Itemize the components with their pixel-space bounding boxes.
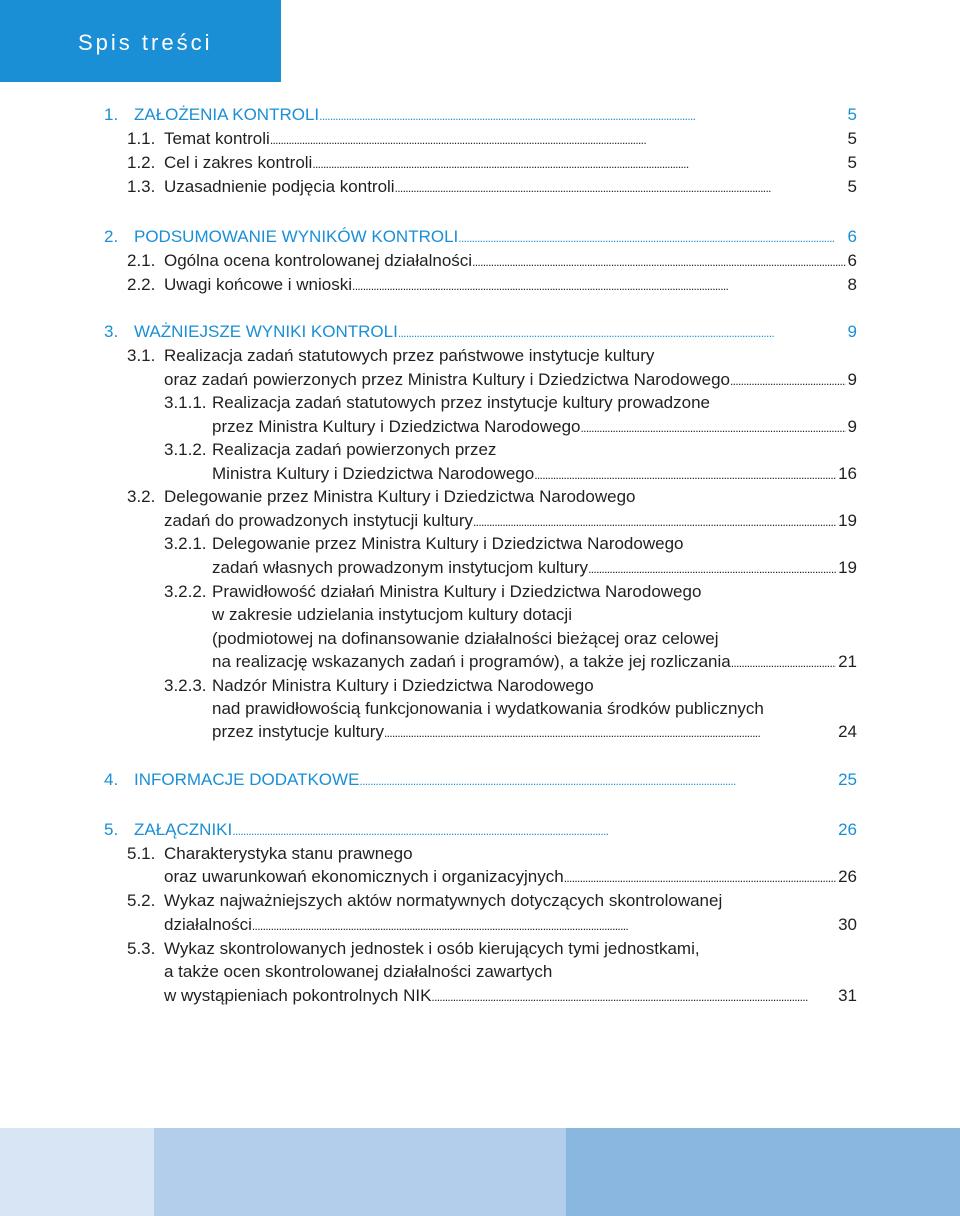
toc-page-number: 21 [838, 652, 857, 671]
toc-dot-leader [588, 556, 836, 581]
toc-page-number: 9 [847, 322, 857, 341]
toc-entry-title: Realizacja zadań statutowych przez państwowe instytucje kultury [164, 346, 655, 365]
toc-entry[interactable] [0, 889, 960, 913]
toc-page-number: 6 [847, 227, 857, 246]
toc-entry-title: PODSUMOWANIE WYNIKÓW KONTROLI [134, 227, 459, 246]
toc-entry[interactable] [0, 697, 960, 721]
toc-entry-number: 1.2. [127, 153, 156, 172]
toc-entry[interactable] [0, 627, 960, 651]
toc-entry[interactable] [0, 937, 960, 961]
toc-entry-number: 3.1. [127, 346, 156, 365]
toc-entry-title: oraz zadań powierzonych przez Ministra Kultury i Dziedzictwa Narodowego [164, 370, 730, 389]
toc-entry-number: 5.3. [127, 939, 156, 958]
toc-entry-title: Delegowanie przez Ministra Kultury i Dziedzictwa Narodowego [164, 487, 636, 506]
header-banner [0, 0, 281, 82]
toc-dot-leader [431, 984, 836, 1009]
toc-entry-number: 3.2.1. [164, 534, 207, 553]
toc-entry-title: Uwagi końcowe i wnioski [164, 275, 353, 294]
toc-page-number: 9 [847, 417, 857, 436]
toc-page-number: 31 [838, 986, 857, 1005]
toc-dot-leader [534, 462, 836, 487]
toc-entry-title: zadań do prowadzonych instytucji kultury [164, 511, 473, 530]
toc-entry[interactable] [0, 603, 960, 627]
toc-entry[interactable] [0, 438, 960, 462]
toc-entry-title: ZAŁOŻENIA KONTROLI [134, 105, 320, 124]
toc-entry[interactable] [0, 151, 960, 175]
toc-entry[interactable] [0, 344, 960, 368]
toc-page-number: 6 [847, 251, 857, 270]
toc-entry[interactable] [0, 865, 960, 889]
toc-entry[interactable] [0, 415, 960, 439]
toc-entry[interactable] [0, 273, 960, 297]
toc-entry-title: ZAŁĄCZNIKI [134, 820, 233, 839]
toc-entry-title: Ogólna ocena kontrolowanej działalności [164, 251, 473, 270]
toc-page-number: 5 [847, 177, 857, 196]
toc-page-number: 24 [838, 722, 857, 741]
toc-entry-title: przez instytucje kultury [212, 722, 384, 741]
toc-entry-title: zadań własnych prowadzonym instytucjom kultury [212, 558, 589, 577]
toc-dot-leader [473, 509, 836, 534]
toc-entry[interactable] [0, 650, 960, 674]
toc-entry-number: 3.1.2. [164, 440, 207, 459]
toc-entry[interactable] [0, 842, 960, 866]
toc-entry[interactable] [0, 818, 960, 842]
footer-band-mid [154, 1128, 566, 1216]
toc-dot-leader [398, 320, 846, 345]
toc-entry-number: 2.2. [127, 275, 156, 294]
toc-entry[interactable] [0, 984, 960, 1008]
toc-entry[interactable] [0, 532, 960, 556]
toc-entry[interactable] [0, 556, 960, 580]
toc-entry-title: a także ocen skontrolowanej działalności zawartych [164, 962, 553, 981]
toc-entry-number: 3.2.3. [164, 676, 207, 695]
toc-entry-number: 5. [104, 820, 119, 839]
toc-entry[interactable] [0, 485, 960, 509]
toc-entry[interactable] [0, 960, 960, 984]
toc-entry-title: (podmiotowej na dofinansowanie działalności bieżącej oraz celowej [212, 629, 719, 648]
toc-entry-title: na realizację wskazanych zadań i programów), a także jej rozliczania [212, 652, 731, 671]
toc-entry-number: 3.1.1. [164, 393, 207, 412]
toc-entry-title: Temat kontroli [164, 129, 270, 148]
toc-entry-title: w zakresie udzielania instytucjom kultury dotacji [212, 605, 572, 624]
toc-entry[interactable] [0, 175, 960, 199]
toc-dot-leader [384, 720, 836, 745]
toc-entry[interactable] [0, 368, 960, 392]
toc-entry-title: nad prawidłowością funkcjonowania i wydatkowania środków publicznych [212, 699, 764, 718]
toc-dot-leader [580, 415, 845, 440]
toc-entry-title: Wykaz skontrolowanych jednostek i osób kierujących tymi jednostkami, [164, 939, 700, 958]
toc-page-number: 16 [838, 464, 857, 483]
toc-dot-leader [270, 127, 846, 152]
toc-entry[interactable] [0, 674, 960, 698]
toc-page-number: 19 [838, 558, 857, 577]
toc-entry[interactable] [0, 720, 960, 744]
toc-dot-leader [252, 913, 836, 938]
toc-entry[interactable] [0, 913, 960, 937]
toc-entry-title: Realizacja zadań powierzonych przez [212, 440, 497, 459]
toc-entry-number: 2.1. [127, 251, 156, 270]
toc-dot-leader [731, 650, 836, 675]
footer-band-dark [566, 1128, 960, 1216]
toc-page-number: 30 [838, 915, 857, 934]
toc-entry[interactable] [0, 768, 960, 792]
toc-entry-number: 1.1. [127, 129, 156, 148]
toc-entry-number: 1. [104, 105, 119, 124]
toc-page-number: 5 [847, 105, 857, 124]
toc-entry-number: 3.2. [127, 487, 156, 506]
toc-entry[interactable] [0, 509, 960, 533]
toc-entry[interactable] [0, 580, 960, 604]
toc-entry-title: Prawidłowość działań Ministra Kultury i Dziedzictwa Narodowego [212, 582, 702, 601]
toc-entry-title: oraz uwarunkowań ekonomicznych i organizacyjnych [164, 867, 564, 886]
toc-entry-title: Charakterystyka stanu prawnego [164, 844, 413, 863]
toc-entry-title: Cel i zakres kontroli [164, 153, 313, 172]
toc-entry[interactable] [0, 225, 960, 249]
toc-dot-leader [458, 225, 845, 250]
toc-entry-title: INFORMACJE DODATKOWE [134, 770, 360, 789]
toc-entry-number: 4. [104, 770, 119, 789]
toc-entry-number: 5.1. [127, 844, 156, 863]
footer-band-light [0, 1128, 154, 1216]
toc-entry-title: przez Ministra Kultury i Dziedzictwa Narodowego [212, 417, 581, 436]
toc-entry-number: 3. [104, 322, 119, 341]
toc-entry-number: 2. [104, 227, 119, 246]
toc-entry[interactable] [0, 127, 960, 151]
toc-entry-title: Uzasadnienie podjęcia kontroli [164, 177, 395, 196]
toc-page-number: 26 [838, 867, 857, 886]
toc-entry-title: Realizacja zadań statutowych przez instytucje kultury prowadzone [212, 393, 710, 412]
toc-dot-leader [352, 273, 846, 298]
toc-entry[interactable] [0, 249, 960, 273]
toc-entry-title: działalności [164, 915, 252, 934]
toc-entry-title: Wykaz najważniejszych aktów normatywnych dotyczących skontrolowanej [164, 891, 723, 910]
toc-page-number: 5 [847, 129, 857, 148]
toc-dot-leader [312, 151, 845, 176]
toc-page-number: 8 [847, 275, 857, 294]
toc-dot-leader [359, 768, 836, 793]
toc-entry-number: 5.2. [127, 891, 156, 910]
toc-entry-title: WAŻNIEJSZE WYNIKI KONTROLI [134, 322, 398, 341]
toc-entry-number: 1.3. [127, 177, 156, 196]
toc-page-number: 9 [847, 370, 857, 389]
toc-dot-leader [564, 865, 836, 890]
toc-entry[interactable] [0, 391, 960, 415]
toc-dot-leader [395, 175, 846, 200]
toc-entry-title: Delegowanie przez Ministra Kultury i Dziedzictwa Narodowego [212, 534, 684, 553]
toc-entry-number: 3.2.2. [164, 582, 207, 601]
toc-dot-leader [319, 103, 845, 128]
toc-page-number: 19 [838, 511, 857, 530]
toc-page-number: 5 [847, 153, 857, 172]
toc-page-number: 25 [838, 770, 857, 789]
toc-page-number: 26 [838, 820, 857, 839]
toc-entry-title: Ministra Kultury i Dziedzictwa Narodowego [212, 464, 535, 483]
toc-entry[interactable] [0, 462, 960, 486]
toc-entry[interactable] [0, 320, 960, 344]
page-title: Spis treści [78, 30, 213, 55]
toc-entry-title: w wystąpieniach pokontrolnych NIK [164, 986, 432, 1005]
toc-dot-leader [730, 368, 846, 393]
toc-dot-leader [472, 249, 845, 274]
toc-dot-leader [232, 818, 836, 843]
toc-entry-title: Nadzór Ministra Kultury i Dziedzictwa Narodowego [212, 676, 594, 695]
toc-entry[interactable] [0, 103, 960, 127]
